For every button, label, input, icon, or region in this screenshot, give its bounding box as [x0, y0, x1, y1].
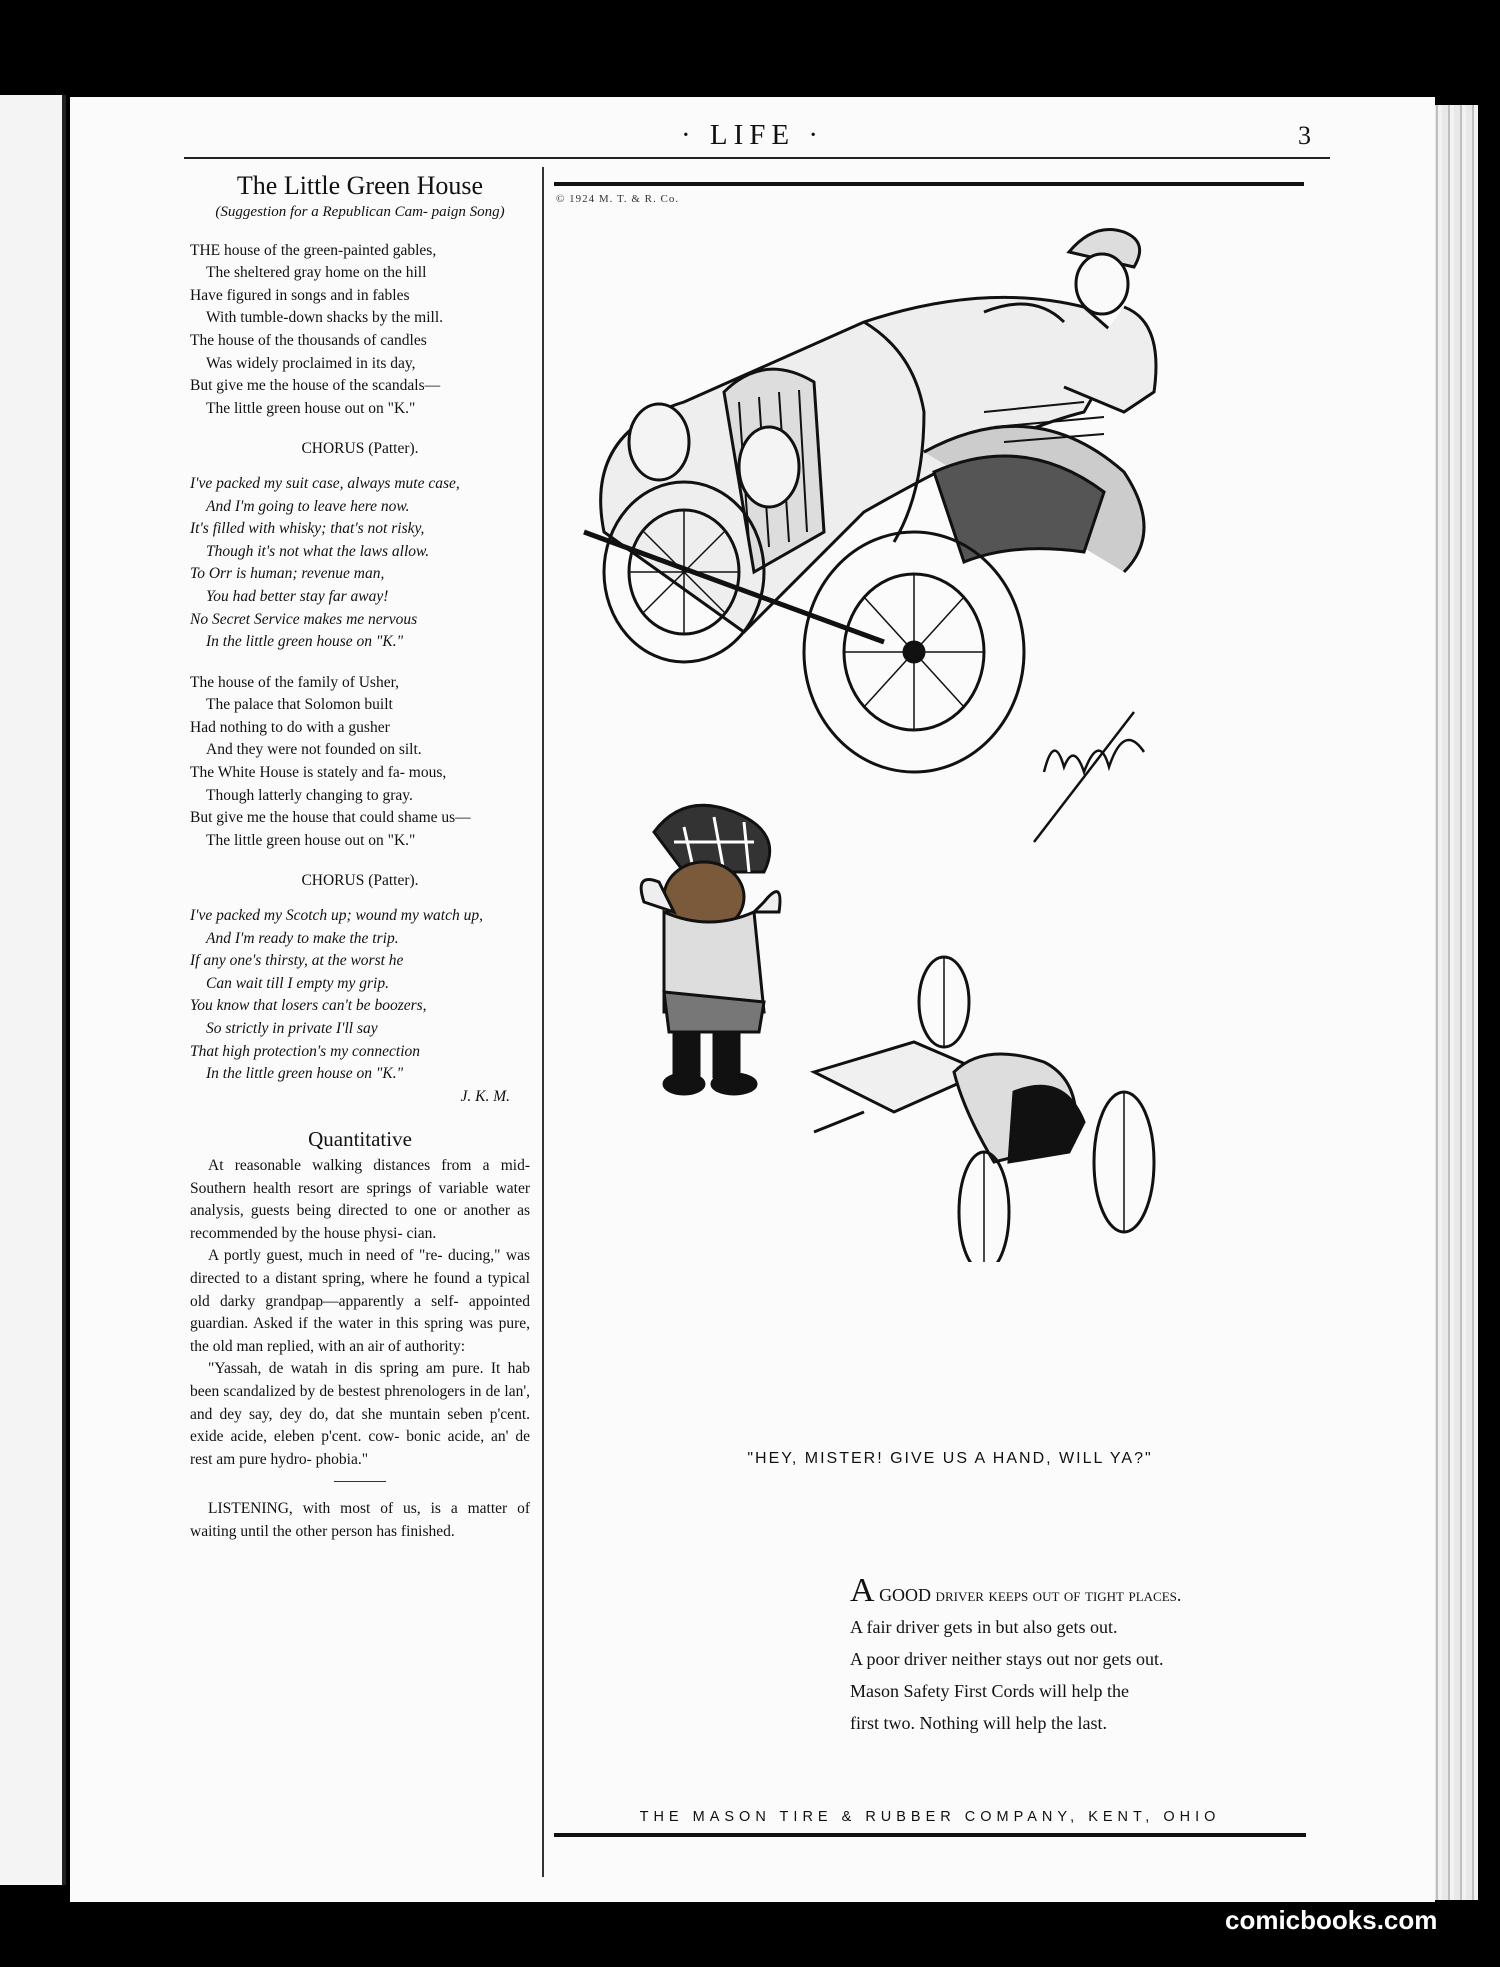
poem-line: And I'm ready to make the trip. — [206, 929, 399, 947]
poem-line: The little green house out on "K." — [206, 399, 416, 417]
section-rule — [334, 1481, 386, 1482]
poem-line: And they were not founded on silt. — [206, 741, 422, 759]
ad-copy-line: first two. Nothing will help the last. — [850, 1713, 1107, 1733]
poem-line: And I'm going to leave here now. — [206, 497, 410, 515]
poem-line: But give me the house that could shame us— — [190, 809, 471, 827]
advertiser-name: THE MASON TIRE & RUBBER COMPANY, KENT, OHIO — [639, 1809, 1221, 1825]
ad-copy-line: Mason Safety First Cords will help the — [850, 1681, 1129, 1701]
poem-chorus-2 — [190, 905, 530, 1086]
poem-line: The house of the thousands of candles — [190, 331, 427, 349]
page-number: 3 — [1298, 121, 1311, 150]
poem-line: But give me the house of the scandals— — [190, 377, 441, 395]
site-watermark: comicbooks.com — [1225, 1905, 1438, 1935]
poem-stanza-2 — [190, 672, 530, 853]
ad-copy-text: GOOD driver keeps out of tight places. — [879, 1585, 1182, 1605]
poem-subtitle: (Suggestion for a Republican Cam- paign Song) — [215, 203, 505, 220]
left-column — [190, 173, 530, 1543]
poem-line: You had better stay far away! — [206, 587, 389, 605]
poem-line: So strictly in private I'll say — [206, 1020, 378, 1037]
poem-line: Though it's not what the laws allow. — [206, 542, 430, 560]
poem-line: The palace that Solomon built — [206, 696, 393, 714]
ad-copy-line: A fair driver gets in but also gets out. — [850, 1617, 1118, 1637]
article-paragraph: "Yassah, de watah in dis spring am pure. It hab been scandalized by de bestest phrenologers in de lan', and dey say, dey do, dat she muntain seben p'cent. exide acide, eleben p'cent. cow- bonic acide, an' de rest am pure hydro- phobia." — [190, 1360, 530, 1468]
left-page-edge — [0, 95, 66, 1885]
cartoon-illustration — [564, 212, 1354, 1262]
header-rule — [184, 157, 1330, 159]
poem-line: You know that losers can't be boozers, — [190, 997, 427, 1015]
ad-copyright: © 1924 M. T. & R. Co. — [556, 193, 680, 205]
poem-line: No Secret Service makes me nervous — [190, 610, 418, 628]
poem-line: The little green house out on "K." — [206, 831, 416, 849]
article-body — [190, 1155, 530, 1544]
poem-line: In the little green house on "K." — [206, 1065, 404, 1083]
article-paragraph: At reasonable walking distances from a mid-Southern health resort are springs of variable water analysis, guests being directed to one or another as recommended by the house physi- cian. — [190, 1156, 530, 1242]
wrecked-toy-car-drawing — [814, 957, 1154, 1262]
article-title: Quantitative — [308, 1127, 412, 1152]
poem-stanza-1 — [190, 240, 530, 421]
child-drawing — [641, 805, 780, 1094]
poem-line: That high protection's my connection — [190, 1042, 421, 1060]
poem-chorus-1 — [190, 473, 530, 654]
ad-top-rule — [554, 182, 1304, 186]
chorus-heading: CHORUS (Patter). — [301, 440, 419, 458]
cartoon-caption: "HEY, MISTER! GIVE US A HAND, WILL YA?" — [747, 1450, 1153, 1467]
poem-line: If any one's thirsty, at the worst he — [190, 952, 404, 970]
drop-cap: A — [850, 1572, 875, 1609]
poem-line: THE house of the green-painted gables, — [190, 241, 437, 259]
artist-signature — [1034, 712, 1144, 842]
poem-line: Had nothing to do with a gusher — [190, 718, 390, 736]
magazine-page — [70, 97, 1435, 1902]
chorus-heading: CHORUS (Patter). — [301, 872, 419, 890]
ad-copy-line: A poor driver neither stays out nor gets out. — [850, 1649, 1164, 1669]
poem-line: I've packed my suit case, always mute case, — [190, 474, 460, 492]
ad-bottom-rule — [554, 1833, 1306, 1837]
poem-line: With tumble-down shacks by the mill. — [206, 309, 444, 327]
article-paragraph: A portly guest, much in need of "re- ducing," was directed to a distant spring, where he found a typical old darky grandpap—apparently a self- appointed guardian. Asked if the water in this spring was pure, the old man replied, with an air of authority: — [190, 1247, 530, 1355]
poem-line: It's filled with whisky; that's not risky, — [190, 520, 425, 538]
poem-line: The sheltered gray home on the hill — [206, 264, 427, 282]
column-divider — [542, 167, 544, 1877]
poem-line: Have figured in songs and in fables — [190, 286, 410, 304]
poem-line: In the little green house on "K." — [206, 633, 404, 651]
listening-paragraph — [190, 1498, 530, 1543]
car-drawing — [584, 297, 1144, 772]
poem-line: To Orr is human; revenue man, — [190, 565, 385, 583]
poem-signature: J. K. M. — [460, 1087, 510, 1105]
poem-line: Was widely proclaimed in its day, — [206, 354, 416, 372]
ad-copy-first-line — [850, 1572, 1324, 1611]
poem-line: The White House is stately and fa- mous, — [190, 764, 447, 782]
listening-lead: LISTENING, — [208, 1500, 293, 1518]
poem-line: Can wait till I empty my grip. — [206, 974, 389, 992]
poem-title: The Little Green House — [236, 171, 484, 200]
running-head: · LIFE · — [680, 119, 825, 151]
poem-line: The house of the family of Usher, — [190, 673, 400, 691]
poem-line: Though latterly changing to gray. — [206, 786, 413, 804]
ad-copy — [850, 1572, 1324, 1739]
listening-text: with most of us, is a matter of waiting until the other person has finished. — [190, 1500, 530, 1540]
poem-line: I've packed my Scotch up; wound my watch up, — [190, 907, 483, 925]
